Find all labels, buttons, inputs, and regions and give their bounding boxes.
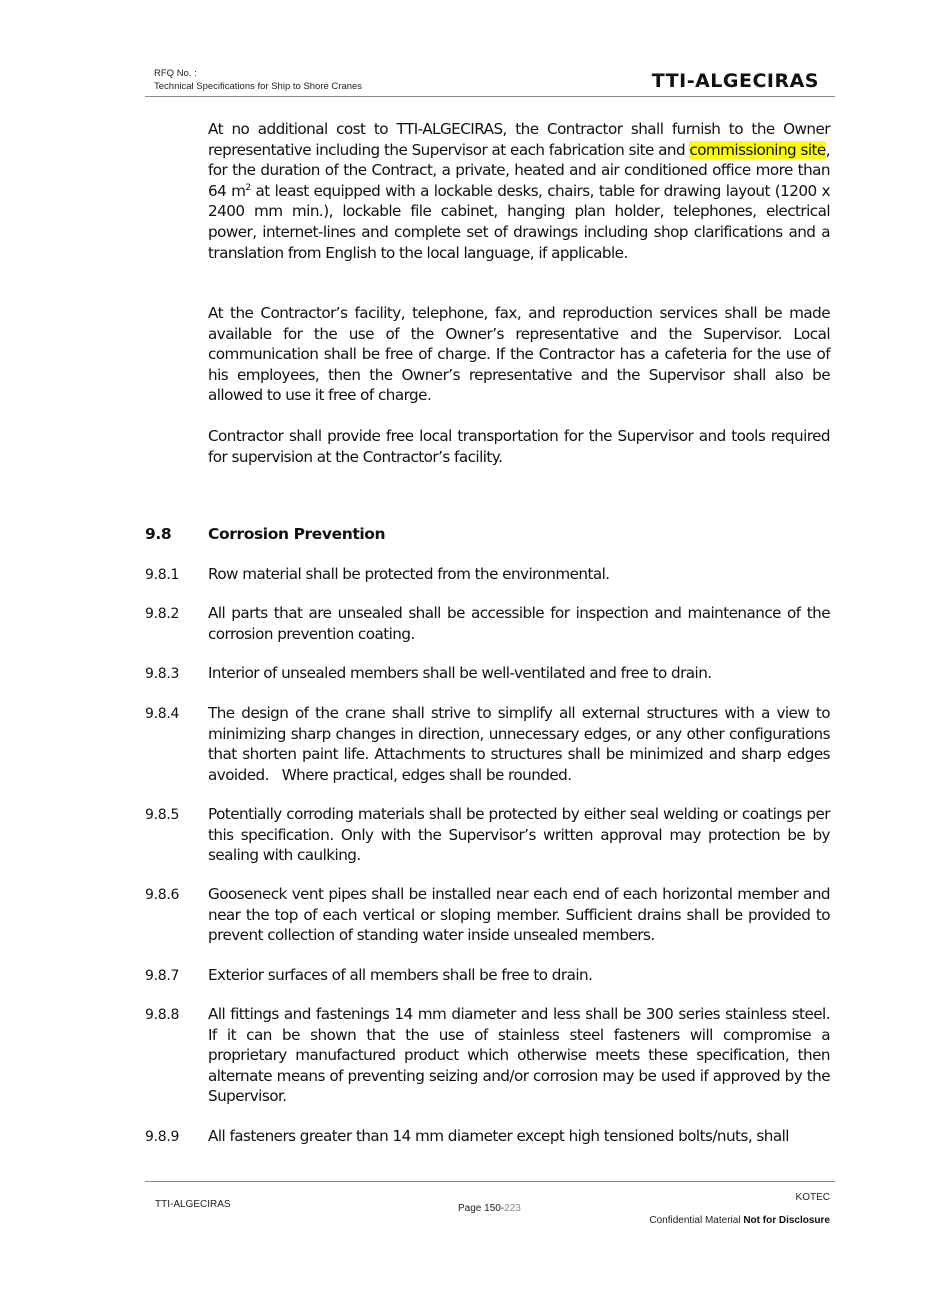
clause-text: The design of the crane shall strive to simplify all external structures with a view to minimizing sharp changes in direction, unnecessary edges, or any other configurations that shorten paint life. Attachments to structures shall be minimized and sharp edges avoided. Where practical, edges shall be rounded. bbox=[208, 704, 835, 784]
clause-text: Potentially corroding materials shall be protected by either seal welding or coatings per this specification. Only with the Supervisor’s written approval may protection be by sealing with caulking. bbox=[208, 805, 830, 865]
text-run: , for the duration of the Contract, a private, heated and air conditioned office more than 64 m bbox=[208, 140, 830, 200]
highlighted-text: commissioning site bbox=[689, 140, 826, 159]
clause-9-8-3 bbox=[145, 663, 830, 684]
clause-9-8-5 bbox=[145, 804, 830, 866]
clause-text: All fasteners greater than 14 mm diameter except high tensioned bolts/nuts, shall bbox=[208, 1127, 789, 1145]
clause-number: 9.8.3 bbox=[145, 666, 180, 682]
intro-paragraph-1 bbox=[208, 119, 830, 263]
clause-9-8-7 bbox=[145, 965, 830, 986]
clause-9-8-1 bbox=[145, 564, 830, 585]
rfq-label: RFQ No. : bbox=[154, 68, 197, 79]
clause-text: Exterior surfaces of all members shall be free to drain. bbox=[208, 966, 593, 984]
clause-9-8-6 bbox=[145, 884, 830, 946]
footer-divider bbox=[145, 1181, 835, 1182]
clause-text: Gooseneck vent pipes shall be installed near each end of each horizontal member and near the top of each vertical or sloping member. Sufficient drains shall be provided to prevent collection of standing water inside unsealed members. bbox=[208, 885, 830, 945]
brand-title: TTI-ALGECIRAS bbox=[651, 70, 819, 92]
clause-9-8-4 bbox=[145, 703, 835, 785]
clause-number: 9.8.4 bbox=[145, 706, 180, 722]
intro-paragraph-3: Contractor shall provide free local transportation for the Supervisor and tools required for supervision at the Contractor’s facility. bbox=[208, 427, 830, 466]
clause-9-8-8 bbox=[145, 1004, 830, 1107]
page-total: 223 bbox=[504, 1203, 521, 1214]
footer-company: KOTEC bbox=[795, 1192, 830, 1203]
clause-number: 9.8.8 bbox=[145, 1007, 180, 1023]
header-divider bbox=[145, 96, 835, 97]
clause-number: 9.8.6 bbox=[145, 887, 180, 903]
clause-number: 9.8.5 bbox=[145, 807, 180, 823]
page-prefix: Page 150- bbox=[458, 1203, 505, 1214]
clause-number: 9.8.9 bbox=[145, 1129, 180, 1145]
clause-number: 9.8.7 bbox=[145, 968, 180, 984]
clause-text: All parts that are unsealed shall be accessible for inspection and maintenance of the corrosion prevention coating. bbox=[208, 604, 830, 643]
clause-text: All fittings and fastenings 14 mm diameter and less shall be 300 series stainless steel. If it can be shown that the use of stainless steel fasteners will compromise a proprietary manufactured product which otherwise meets these specification, then alternate means of preventing seizing and/or corrosion may be used if approved by the Supervisor. bbox=[208, 1005, 830, 1106]
page-number bbox=[458, 1203, 521, 1214]
section-number: 9.8 bbox=[145, 525, 172, 543]
clause-number: 9.8.2 bbox=[145, 606, 180, 622]
page-header bbox=[145, 64, 835, 98]
section-title: Corrosion Prevention bbox=[208, 525, 386, 543]
confidential-notice bbox=[649, 1215, 830, 1226]
text-run: At no additional cost to TTI-ALGECIRAS, the Contractor shall furnish to the Owner representative including the Supervisor at each fabrication site and bbox=[208, 120, 830, 159]
clause-9-8-9 bbox=[145, 1126, 830, 1147]
clause-9-8-2 bbox=[145, 603, 830, 644]
clause-text: Interior of unsealed members shall be well-ventilated and free to drain. bbox=[208, 664, 712, 682]
clause-number: 9.8.1 bbox=[145, 567, 180, 583]
document-title: Technical Specifications for Ship to Shore Cranes bbox=[154, 81, 363, 92]
confidential-prefix: Confidential Material bbox=[649, 1215, 744, 1226]
clause-text: Row material shall be protected from the environmental. bbox=[208, 565, 610, 583]
confidential-bold: Not for Disclosure bbox=[743, 1215, 830, 1226]
text-run: at least equipped with a lockable desks, chairs, table for drawing layout (1200 x 2400 mm min.), lockable file cabinet, hanging plan holder, telephones, electrical power, internet-lines and complete set of drawings including shop clarifications and a translation from English to the local language, if applicable. bbox=[208, 181, 830, 262]
intro-paragraph-2: At the Contractor’s facility, telephone, fax, and reproduction services shall be made available for the use of the Owner’s representative and the Supervisor. Local communication shall be free of charge. If the Contractor has a cafeteria for the use of his employees, then the Owner’s representative and the Supervisor shall also be allowed to use it free of charge. bbox=[208, 304, 830, 405]
superscript: 2 bbox=[245, 182, 251, 193]
footer-left-label: TTI-ALGECIRAS bbox=[155, 1199, 231, 1210]
